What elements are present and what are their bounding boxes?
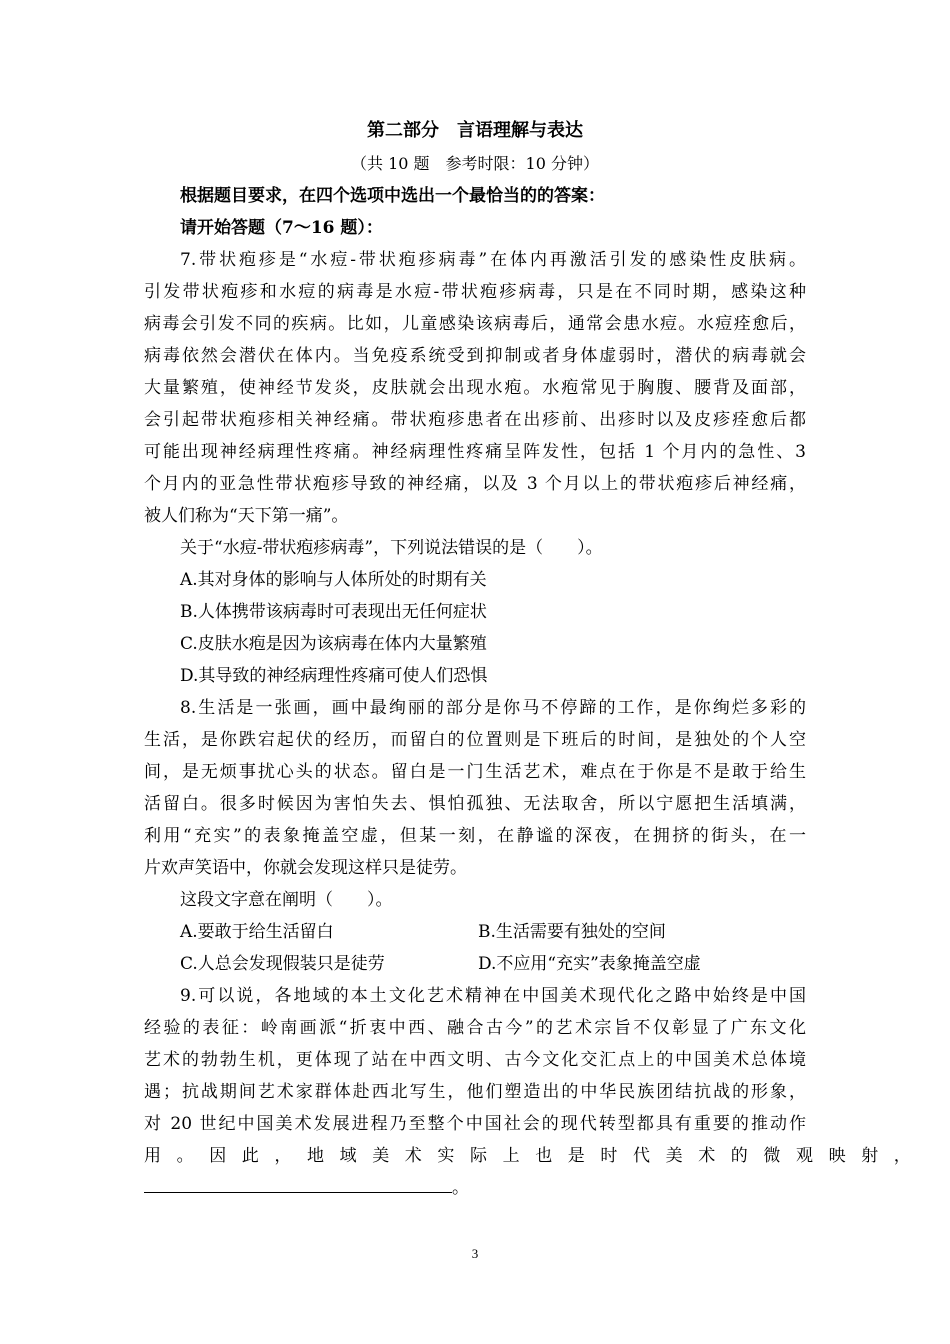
question-9-passage <box>144 980 927 1204</box>
passage-line: 可能出现神经病理性疼痛。神经病理性疼痛呈阵发性，包括 1 个月内的急性、3 <box>144 442 806 462</box>
question-7-option-a: A.其对身体的影响与人体所处的时期有关 <box>180 570 487 590</box>
question-8-options-row-2 <box>144 948 806 980</box>
blank-ending: 。 <box>452 1178 469 1198</box>
passage-line: 个月内的亚急性带状疱疹导致的神经痛，以及 3 个月以上的带状疱疹后神经痛， <box>144 474 806 494</box>
passage-line: 艺术的勃勃生机，更体现了站在中西文明、古今文化交汇点上的中国美术总体境 <box>144 1050 806 1070</box>
question-8-passage <box>144 692 806 884</box>
passage-line: 遇；抗战期间艺术家群体赴西北写生，他们塑造出的中华民族团结抗战的形象， <box>144 1082 806 1102</box>
question-8-options-row-1 <box>144 916 806 948</box>
question-8-option-c: C.人总会发现假装只是徒劳 <box>180 954 385 974</box>
passage-line: 8.生活是一张画，画中最绚丽的部分是你马不停蹄的工作，是你绚烂多彩的 <box>180 698 806 718</box>
question-7-option-d: D.其导致的神经病理性疼痛可使人们恐惧 <box>180 666 488 686</box>
passage-line: 会引起带状疱疹相关神经痛。带状疱疹患者在出疹前、出疹时以及皮疹痊愈后都 <box>144 410 806 430</box>
section-title: 第二部分 言语理解与表达 <box>367 120 583 141</box>
start-prompt: 请开始答题（7～16 题）： <box>180 218 383 238</box>
instruction-text: 根据题目要求，在四个选项中选出一个最恰当的的答案： <box>180 186 605 206</box>
question-8-option-d: D.不应用“充实”表象掩盖空虚 <box>478 954 701 974</box>
question-8-option-b: B.生活需要有独处的空间 <box>478 922 666 942</box>
passage-line: 用。因此，地域美术实际上也是时代美术的微观映射， <box>144 1146 927 1166</box>
passage-line: 9.可以说，各地域的本土文化艺术精神在中国美术现代化之路中始终是中国 <box>180 986 806 1006</box>
passage-line: 片欢声笑语中，你就会发现这样只是徒劳。 <box>144 858 467 878</box>
passage-line: 被人们称为“天下第一痛”。 <box>144 506 349 526</box>
passage-line: 活留白。很多时候因为害怕失去、惧怕孤独、无法取舍，所以宁愿把生活填满， <box>144 794 806 814</box>
answer-blank <box>144 1172 452 1193</box>
passage-line: 引发带状疱疹和水痘的病毒是水痘-带状疱疹病毒，只是在不同时期，感染这种 <box>144 282 806 302</box>
question-7-option-b: B.人体携带该病毒时可表现出无任何症状 <box>180 602 487 622</box>
passage-line: 病毒会引发不同的疾病。比如，儿童感染该病毒后，通常会患水痘。水痘痊愈后， <box>144 314 806 334</box>
document-page <box>144 114 927 1204</box>
page-number: 3 <box>471 1246 479 1261</box>
question-7-option-c: C.皮肤水疱是因为该病毒在体内大量繁殖 <box>180 634 487 654</box>
answer-blank-line <box>144 1172 806 1204</box>
question-8-stem: 这段文字意在阐明（ ）。 <box>180 890 393 910</box>
passage-line: 利用“充实”的表象掩盖空虚，但某一刻，在静谧的深夜，在拥挤的街头，在一 <box>144 826 806 846</box>
section-subtitle: （共 10 题 参考时限：10 分钟） <box>351 154 599 173</box>
passage-line: 7.带状疱疹是“水痘-带状疱疹病毒”在体内再激活引发的感染性皮肤病。 <box>180 250 806 270</box>
question-8-option-a: A.要敢于给生活留白 <box>180 922 334 942</box>
question-7-stem: 关于“水痘-带状疱疹病毒”，下列说法错误的是（ ）。 <box>180 538 603 558</box>
passage-line: 生活，是你跌宕起伏的经历，而留白的位置则是下班后的时间，是独处的个人空 <box>144 730 806 750</box>
passage-line: 大量繁殖，使神经节发炎，皮肤就会出现水疱。水疱常见于胸腹、腰背及面部， <box>144 378 806 398</box>
passage-line: 经验的表征：岭南画派“折衷中西、融合古今”的艺术宗旨不仅彰显了广东文化 <box>144 1018 806 1038</box>
passage-line: 间，是无烦事扰心头的状态。留白是一门生活艺术，难点在于你是不是敢于给生 <box>144 762 806 782</box>
question-7-passage <box>144 244 806 532</box>
passage-line: 对 20 世纪中国美术发展进程乃至整个中国社会的现代转型都具有重要的推动作 <box>144 1114 806 1134</box>
passage-line: 病毒依然会潜伏在体内。当免疫系统受到抑制或者身体虚弱时，潜伏的病毒就会 <box>144 346 806 366</box>
